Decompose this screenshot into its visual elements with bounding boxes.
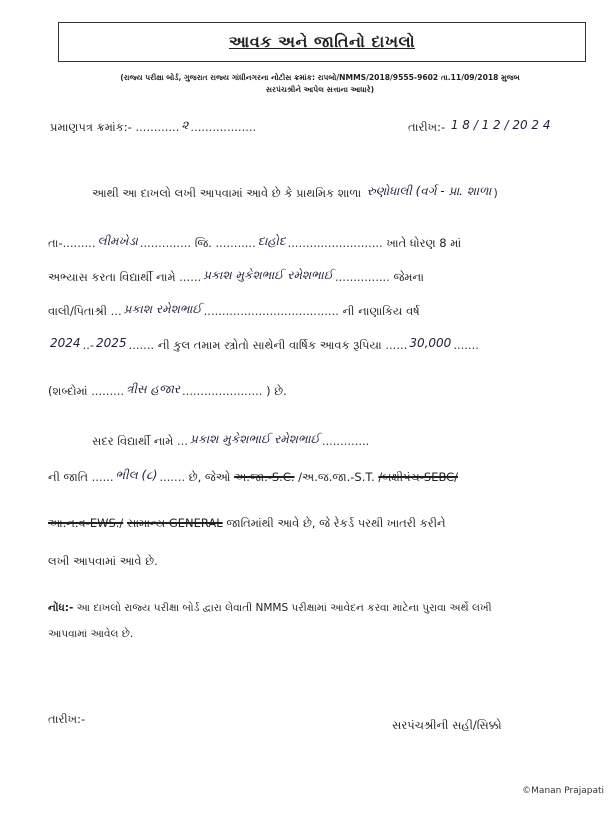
para1-intro: આથી આ દાખલો લખી આપવામાં આવે છે કે પ્રાથમિક શાળા [92, 186, 362, 200]
footnote-text-1: આ દાખલો રાજ્ય પરીક્ષા બોર્ડ દ્વારા લેવાતી NMMS પરીક્ષામાં આવેદન કરવા માટેના પુરાવા અર્થે લખી [76, 602, 492, 614]
para1-line3: અભ્યાસ કરતા વિદ્યાર્થી નામે ...... પ્રકાશ મુકેશભાઈ રમેશભાઈ ............... જેમના [48, 268, 424, 284]
date-value: 1 8 / 1 2 / 20 2 4 [450, 118, 551, 132]
option-ews: આ.ન.વ-EWS./ [48, 516, 124, 530]
footnote-text-2: આપવામાં આવેલ છે. [48, 628, 134, 640]
para1-line6: (શબ્દોમાં ......... ત્રીસ હજાર ...................... ) છે. [48, 382, 287, 398]
para1-line5: 2024 ..- 2025 ....... ની કુલ તમામ સ્ત્રોતો સાથેની વાર્ષિક આવક રૂપિયા ...... 30,000 ....... [50, 336, 479, 352]
footnote-line1 [48, 600, 492, 616]
words-end: ) છે. [266, 384, 287, 398]
district-label: જિ. [194, 236, 212, 250]
caste-label: ની જાતિ [48, 470, 88, 484]
cert-no-value: ૨ [181, 118, 189, 132]
option-sc: અ.જા.-S.C. [234, 470, 295, 484]
income-value: 30,000 [409, 336, 452, 350]
student-label: અભ્યાસ કરતા વિદ્યાર્થી નામે [48, 270, 176, 284]
jemna-text: જેમના [393, 270, 424, 284]
para2-tail: જાતિમાંથી આવે છે, જે રેકર્ડ પરથી ખાતરી કરીને [226, 516, 446, 530]
para2-line2: ની જાતિ ...... ભીલ (૮) ....... છે, જેઓ અ.જા.-S.C. /અ.જ.જા.-S.T. /બક્ષીપંચ-SEBC/ [48, 468, 459, 484]
para1-line2: તા-......... લીમખેડા .............. જિ. ........... દાહોદ .......................... ખાતે ધોરણ 8 માં [48, 234, 462, 250]
district-value: દાહોદ [257, 234, 286, 248]
year-from-value: 2024 [50, 336, 81, 350]
para2-line1: સદર વિદ્યાર્થી નામે ... પ્રકાશ મુકેશભાઈ રમેશભાઈ ............. [92, 432, 370, 448]
words-label: (શબ્દોમાં [48, 384, 88, 398]
student-name-value: પ્રકાશ મુકેશભાઈ રમેશભાઈ [203, 268, 333, 282]
option-general: સામાન્ય GENERAL [126, 516, 223, 530]
grade-text: ખાતે ધોરણ 8 માં [386, 236, 462, 250]
parent-name-value: પ્રકાશ રમેશભાઈ [123, 302, 202, 316]
income-text: ની કુલ તમામ સ્ત્રોતો સાથેની વાર્ષિક આવક રૂપિયા [157, 338, 382, 352]
taluka-label: તા- [48, 236, 63, 250]
para2-line3 [48, 514, 446, 532]
para2-tail2: લખી આપવામાં આવે છે. [48, 554, 158, 568]
date-label: તારીખ:- [408, 120, 446, 134]
copyright-text: ©Manan Prajapati [522, 786, 604, 796]
footnote-label: નોંધ:- [48, 602, 74, 614]
option-sebc: /બક્ષીપંચ-SEBC/ [378, 470, 459, 484]
school-name-value: રુણોધાલી (વર્ગ - પ્રા. શાળા [366, 184, 492, 198]
option-st: /અ.જ.જા.-S.T. [298, 470, 375, 484]
words-value: ત્રીસ હજાર [126, 382, 181, 396]
para2-line4 [48, 552, 158, 570]
para1-line1: આથી આ દાખલો લખી આપવામાં આવે છે કે પ્રાથમિક શાળા રુણોધાલી (વર્ગ - પ્રા. શાળા ) [92, 184, 498, 200]
date-row [408, 118, 553, 136]
footnote-line2 [48, 626, 133, 642]
cert-no-label: પ્રમાણપત્ર ક્રમાંક:- [50, 120, 132, 134]
para1-line4: વાલી/પિતાશ્રી ... પ્રકાશ રમેશભાઈ ..................................... ની નાણાકિય વર્ષ [48, 302, 420, 318]
subnote-line-1: (રાજ્ય પરીક્ષા બોર્ડ, ગુજરાત રાજ્ય ગાંધીનગરના નોટીસ ક્રમાંક: રાપબો/NMMS/2018/9555-9602 તા.11/09/2018 મુજબ [120, 73, 520, 82]
caste-value: ભીલ (૮) [115, 468, 158, 482]
para2-student-value: પ્રકાશ મુકેશભાઈ રમેશભાઈ [189, 432, 320, 446]
year-text: ની નાણાકિય વર્ષ [342, 304, 420, 318]
parent-label: વાલી/પિતાશ્રી [48, 304, 108, 318]
cert-no-row: પ્રમાણપત્ર ક્રમાંક:- ............ ૨ .................. [50, 118, 257, 134]
document-title: આવક અને જાતિનો દાખલો [228, 32, 416, 51]
year-to-value: 2025 [96, 336, 127, 350]
para2-student-label: સદર વિદ્યાર્થી નામે [92, 434, 174, 448]
bottom-date-label: તારીખ:- [48, 712, 86, 726]
subnote-line-2: સરપંચશ્રીને આપેલ સત્તાના આધારે) [265, 85, 375, 94]
title-box [58, 22, 586, 62]
je-text: છે, જેઓ [188, 470, 231, 484]
signature-label: સરપંચશ્રીની સહી/સિક્કો [392, 718, 502, 732]
taluka-value: લીમખેડા [97, 234, 138, 248]
